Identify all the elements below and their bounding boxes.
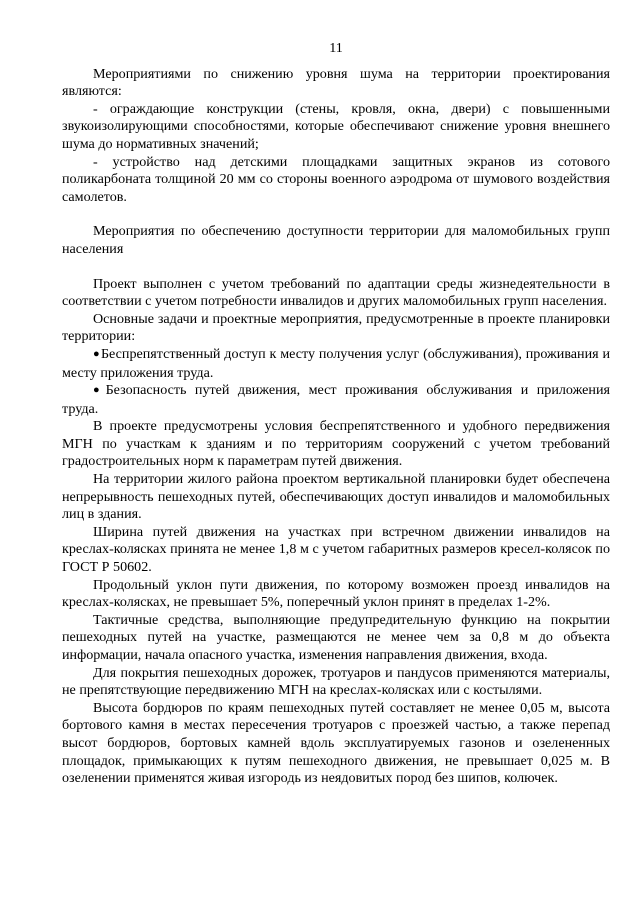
spacer [62, 206, 610, 223]
bullet-item-safety [62, 382, 610, 418]
spacer [62, 259, 610, 276]
paragraph-curbs: Высота бордюров по краям пешеходных путей составляет не менее 0,05 м, высота бортового камня в местах пересечения тротуаров с проезжей частью, а также перепад высот бордюров, бортовых камней вдоль эксплуатируемых газонов и озелененных площадок, примыкающих к путям пешеходного движения, не превышает 0,025 м. В озеленении применятся живая изгородь из неядовитых пород без шипов, колючек. [62, 699, 610, 787]
bullet-item-text: Беспрепятственный доступ к месту получения услуг (обслуживания), проживания и месту приложения труда. [62, 345, 610, 381]
bullet-item-access [62, 346, 610, 382]
bullet-icon: ● [93, 384, 105, 397]
paragraph-continuity: На территории жилого района проектом вертикальной планировки будет обеспечена непрерывность пешеходных путей, обеспечивающих доступ инвалидов и маломобильных лиц в здания. [62, 471, 610, 523]
accessibility-heading: Мероприятия по обеспечению доступности территории для маломобильных групп населения [62, 223, 610, 257]
paragraph-adaptation: Проект выполнен с учетом требований по адаптации среды жизнедеятельности в соответствии с учетом потребности инвалидов и других маломобильных групп населения. [62, 275, 610, 310]
paragraph-tactile: Тактичные средства, выполняющие предупредительную функцию на покрытии пешеходных путей на участке, размещаются не менее чем за 0,8 м до объекта информации, начала опасного участка, изменения направления движения, входа. [62, 611, 610, 663]
paragraph-slope: Продольный уклон пути движения, по которому возможен проезд инвалидов на креслах-колясках, не превышает 5%, поперечный уклон принят в пределах 1-2%. [62, 576, 610, 611]
noise-item-screens: - устройство над детскими площадками защитных экранов из сотового поликарбоната толщиной 20 мм со стороны военного аэродрома от шумового воздействия самолетов. [62, 153, 610, 205]
paragraph-width: Ширина путей движения на участках при встречном движении инвалидов на креслах-колясках принята не менее 1,8 м с учетом габаритных размеров кресел-колясок по ГОСТ Р 50602. [62, 523, 610, 576]
noise-intro-paragraph: Мероприятиями по снижению уровня шума на территории проектирования являются: [62, 65, 610, 100]
paragraph-conditions: В проекте предусмотрены условия беспрепятственного и удобного передвижения МГН по участкам к зданиям и по территориям сооружений с учетом требований градостроительных норм к параметрам путей движения. [62, 418, 610, 470]
paragraph-main-tasks: Основные задачи и проектные мероприятия, предусмотренные в проекте планировки территории: [62, 310, 610, 345]
noise-item-walls: - ограждающие конструкции (стены, кровля, окна, двери) с повышенными звукоизолирующими способностями, которые обеспечивают снижение уровня внешнего шума до нормативных значений; [62, 100, 610, 152]
page-number: 11 [329, 40, 343, 56]
paragraph-materials: Для покрытия пешеходных дорожек, тротуаров и пандусов применяются материалы, не препятствующие передвижению МГН на креслах-колясках или с костылями. [62, 664, 610, 699]
bullet-icon: ● [93, 347, 100, 360]
bullet-item-text: Безопасность путей движения, мест проживания обслуживания и приложения труда. [62, 382, 610, 417]
